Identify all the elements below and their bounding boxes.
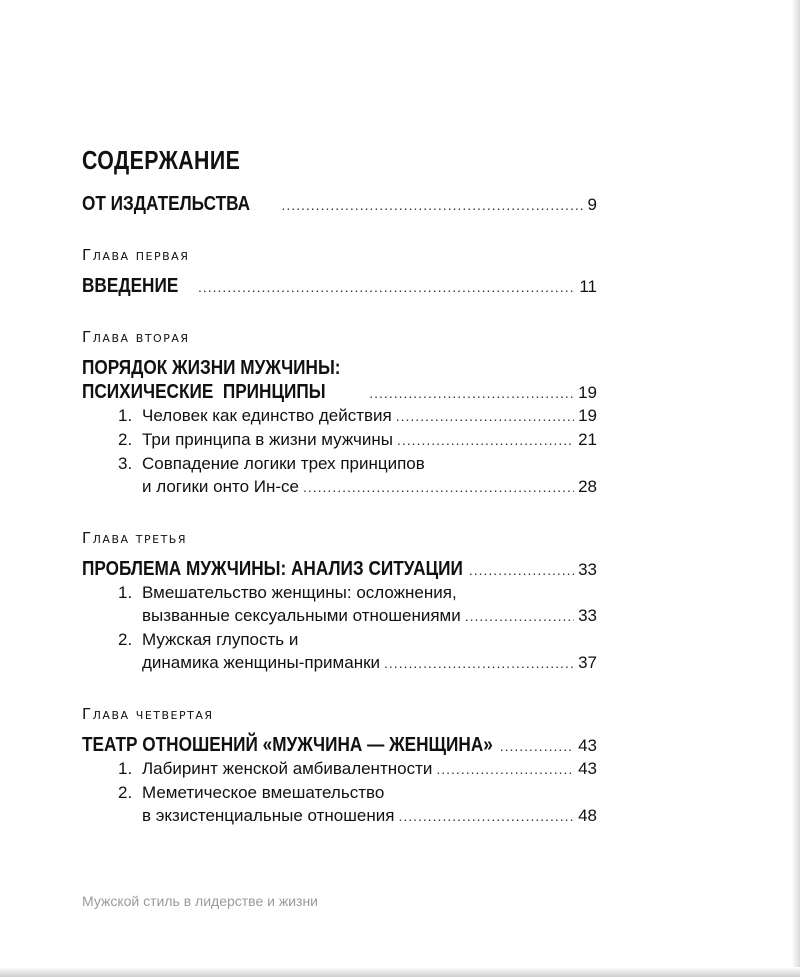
toc-entry-chapter-3 <box>82 557 597 581</box>
entry-title: ТЕАТР ОТНОШЕНИЙ «МУЖЧИНА — ЖЕНЩИНА» <box>82 734 493 756</box>
chapter-label: Глава четвертая <box>82 705 214 723</box>
toc-entry-chapter-1 <box>82 274 597 298</box>
table-of-contents <box>82 145 597 828</box>
toc-subentry-line: 2. Мужская глупость и <box>118 630 299 649</box>
toc-subentry: 2. Три принципа в жизни мужчины ..... 21 <box>82 428 597 452</box>
chapter-label: Глава третья <box>82 529 187 547</box>
dot-leader <box>397 429 574 452</box>
subentry-title: Три принципа в жизни мужчины <box>142 430 393 449</box>
toc-subentry <box>82 475 597 499</box>
dot-leader <box>303 476 574 499</box>
entry-title-line: ПОРЯДОК ЖИЗНИ МУЖЧИНЫ: <box>82 357 341 379</box>
toc-entry-chapter-2 <box>82 380 597 404</box>
dot-leader <box>281 197 583 213</box>
page-number: 19 <box>578 406 597 425</box>
subentry-title: Меметическое вмешательство <box>142 783 385 802</box>
page-number: 33 <box>578 560 597 579</box>
subentry-title: Человек как единство действия <box>142 406 392 425</box>
page-number: 9 <box>587 195 597 214</box>
toc-subentry: 1. Лабиринт женской амбивалентности ..... 43 <box>82 757 597 781</box>
entry-title: ОТ ИЗДАТЕЛЬСТВА <box>82 193 251 215</box>
dot-leader <box>469 562 574 578</box>
toc-subentry <box>82 604 597 628</box>
chapter-label: Глава первая <box>82 246 190 264</box>
dot-leader <box>369 385 574 401</box>
dot-leader <box>198 279 575 295</box>
toc-entry-chapter-4 <box>82 733 597 757</box>
dot-leader <box>465 605 574 628</box>
page-title: СОДЕРЖАНИЕ <box>82 145 241 175</box>
subentry-title: вызванные сексуальными отношениями <box>142 606 461 625</box>
subentry-title: Вмешательство женщины: осложнения, <box>142 583 457 602</box>
dot-leader <box>436 758 574 781</box>
entry-title: ВВЕДЕНИЕ <box>82 275 179 297</box>
subentry-title: Совпадение логики трех принципов <box>142 454 425 473</box>
toc-subentry-line: 1. Вмешательство женщины: осложнения, <box>118 583 457 602</box>
page-number: 37 <box>578 653 597 672</box>
page-number: 28 <box>578 477 597 496</box>
toc-subentry-line: 3. Совпадение логики трех принципов <box>118 454 425 473</box>
subentry-title: Мужская глупость и <box>142 630 299 649</box>
subentry-title: и логики онто Ин-се <box>142 477 299 496</box>
toc-entry-publisher <box>82 192 597 216</box>
dot-leader <box>396 405 574 428</box>
page-number: 43 <box>578 759 597 778</box>
page-number: 21 <box>578 430 597 449</box>
chapter-label: Глава вторая <box>82 328 190 346</box>
dot-leader <box>398 805 574 828</box>
toc-subentry <box>82 804 597 828</box>
toc-subentry: 1. Человек как единство действия ..... 19 <box>82 404 597 428</box>
entry-title: ПСИХИЧЕСКИЕ ПРИНЦИПЫ <box>82 381 326 403</box>
subentry-title: Лабиринт женской амбивалентности <box>142 759 433 778</box>
page-bottom-shadow <box>0 967 800 977</box>
toc-subentry-line: 2. Меметическое вмешательство <box>118 783 385 802</box>
dot-leader <box>384 652 574 675</box>
dot-leader <box>500 738 574 754</box>
entry-title: ПРОБЛЕМА МУЖЧИНЫ: АНАЛИЗ СИТУАЦИИ <box>82 558 463 580</box>
page-number: 48 <box>578 806 597 825</box>
page-number: 11 <box>579 277 597 296</box>
page-edge-shadow <box>792 0 800 977</box>
running-footer: Мужской стиль в лидерстве и жизни <box>82 893 318 909</box>
page-number: 43 <box>578 736 597 755</box>
page-number: 19 <box>578 383 597 402</box>
page-number: 33 <box>578 606 597 625</box>
toc-subentry <box>82 651 597 675</box>
subentry-title: в экзистенциальные отношения <box>142 806 395 825</box>
subentry-title: динамика женщины-приманки <box>142 653 381 672</box>
